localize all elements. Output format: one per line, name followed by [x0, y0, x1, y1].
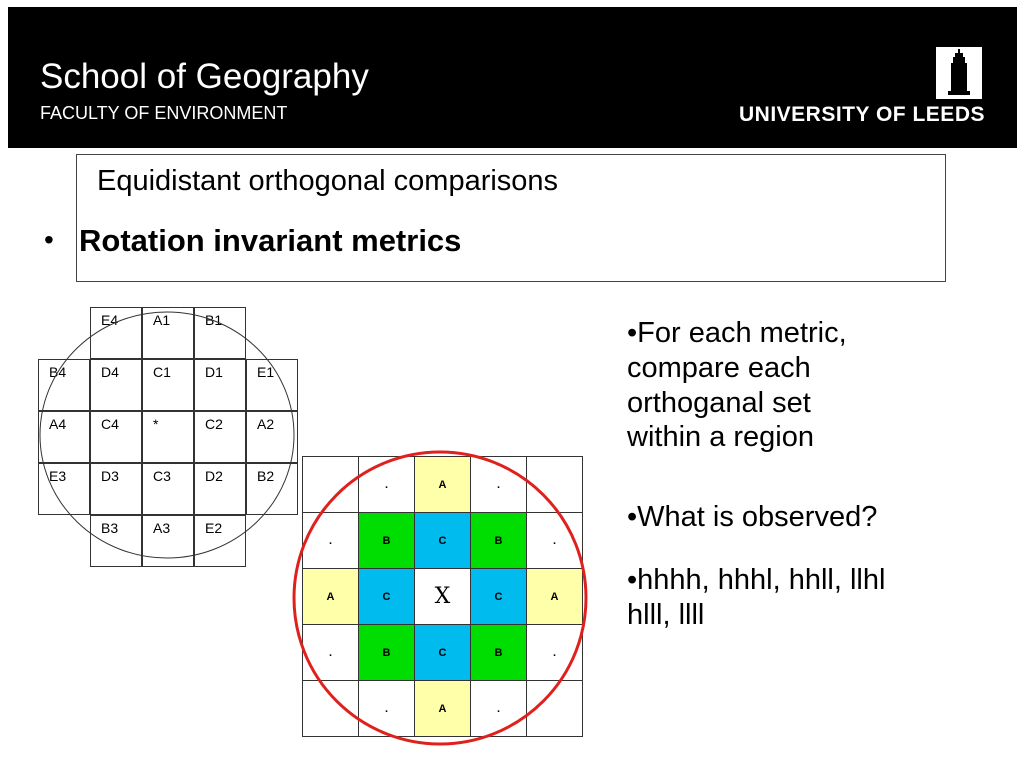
grid1-cell: D2: [194, 463, 246, 515]
grid2-cell: .: [302, 512, 359, 569]
bullet-item: [627, 500, 877, 535]
bullet-item: [627, 563, 885, 633]
grid2-cell: X: [414, 568, 471, 625]
grid2-circle: [290, 448, 590, 748]
grid1-circle: [38, 310, 296, 560]
bullet-line: compare each: [627, 351, 811, 384]
grid1-cell: E1: [246, 359, 298, 411]
grid2-cell: A: [302, 568, 359, 625]
bullet-line: •For each metric,: [627, 317, 847, 349]
bullet-line: •hhhh, hhhl, hhll, llhl: [627, 564, 886, 596]
grid1-cell: A4: [38, 411, 90, 463]
grid2-cell: .: [526, 624, 583, 681]
grid1-cell: D4: [90, 359, 142, 411]
heading-bullet: •: [44, 224, 54, 255]
grid2-cell: C: [358, 568, 415, 625]
grid2-cell: A: [414, 680, 471, 737]
faculty-subtitle: FACULTY OF ENVIRONMENT: [40, 103, 288, 123]
bullet-line: within a region: [627, 421, 814, 454]
grid2-cell: .: [358, 680, 415, 737]
bullet-item: [627, 316, 847, 455]
grid2-cell: C: [414, 512, 471, 569]
grid1-cell: B4: [38, 359, 90, 411]
bullet-line: •What is observed?: [627, 501, 878, 533]
bullet-line: orthoganal set: [627, 386, 811, 419]
grid1-cell: A3: [142, 515, 194, 567]
grid2-cell: .: [358, 456, 415, 513]
grid2-cell: .: [526, 512, 583, 569]
grid1-cell: E4: [90, 307, 142, 359]
header-bar: [8, 7, 1017, 148]
grid1-cell: D3: [90, 463, 142, 515]
grid1-cell: B2: [246, 463, 298, 515]
grid2-cell: .: [470, 456, 527, 513]
university-name: UNIVERSITY OF LEEDS: [739, 103, 985, 126]
university-logo-icon: [936, 47, 982, 99]
grid1-cell: A1: [142, 307, 194, 359]
slide-subtitle: Equidistant orthogonal comparisons: [97, 165, 559, 197]
grid2-cell: B: [358, 624, 415, 681]
grid2-cell: C: [470, 568, 527, 625]
slide-heading: Rotation invariant metrics: [79, 223, 462, 258]
grid2-cell: B: [470, 512, 527, 569]
grid2-cell: A: [526, 568, 583, 625]
grid1-cell: B3: [90, 515, 142, 567]
grid1-cell: C1: [142, 359, 194, 411]
grid1-cell: A2: [246, 411, 298, 463]
grid1-cell: E3: [38, 463, 90, 515]
grid2-cell: B: [470, 624, 527, 681]
grid2-cell: B: [358, 512, 415, 569]
grid1-cell: *: [142, 411, 194, 463]
grid2-cell: A: [414, 456, 471, 513]
grid1-cell: B1: [194, 307, 246, 359]
grid2-cell: .: [470, 680, 527, 737]
grid1-cell: C4: [90, 411, 142, 463]
grid1-cell: D1: [194, 359, 246, 411]
grid1-cell: C2: [194, 411, 246, 463]
grid1-cell: E2: [194, 515, 246, 567]
school-title: School of Geography: [40, 57, 369, 96]
bullet-line: hlll, llll: [627, 598, 705, 631]
grid1-cell: C3: [142, 463, 194, 515]
grid2-cell: C: [414, 624, 471, 681]
grid2-cell: .: [302, 624, 359, 681]
